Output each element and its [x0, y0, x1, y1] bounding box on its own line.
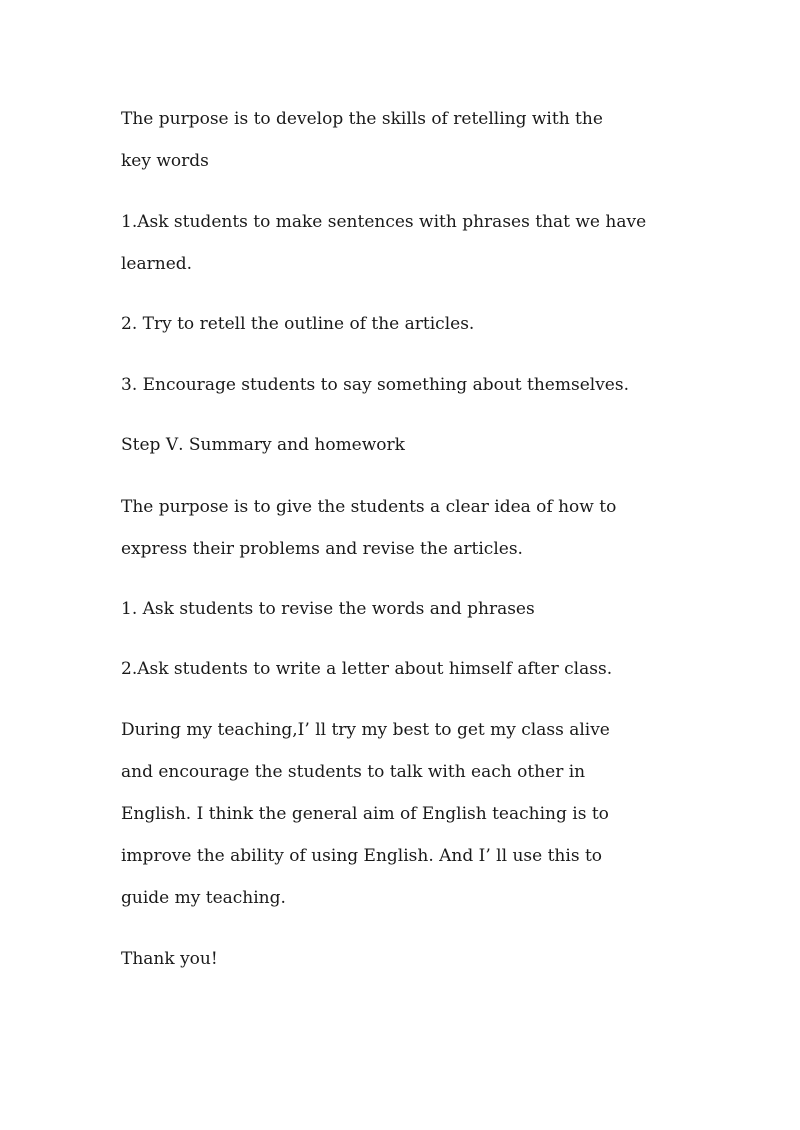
text-line: Step Ⅴ. Summary and homework — [121, 435, 405, 455]
closing-thanks — [121, 938, 701, 980]
text-line: The purpose is to develop the skills of retelling with the — [121, 109, 603, 129]
purpose-summary-paragraph — [121, 486, 701, 570]
text-line: During my teaching,I’ ll try my best to get my class alive — [121, 720, 610, 740]
text-line: The purpose is to give the students a clear idea of how to — [121, 497, 617, 517]
text-line: guide my teaching. — [121, 888, 286, 908]
text-line: 1. Ask students to revise the words and phrases — [121, 599, 535, 619]
list-item-make-sentences — [121, 201, 701, 285]
text-line: and encourage the students to talk with each other in — [121, 762, 586, 782]
text-line: key words — [121, 151, 209, 171]
list-item-write-letter — [121, 648, 701, 690]
text-line: 1.Ask students to make sentences with phrases that we have — [121, 212, 647, 232]
text-line: Thank you! — [121, 949, 218, 969]
text-line: English. I think the general aim of English teaching is to — [121, 804, 609, 824]
text-line: 3. Encourage students to say something about themselves. — [121, 375, 629, 395]
text-line: express their problems and revise the articles. — [121, 539, 523, 559]
list-item-revise-words — [121, 588, 701, 630]
list-item-encourage-students — [121, 364, 701, 406]
step-heading — [121, 424, 701, 466]
text-line: 2. Try to retell the outline of the articles. — [121, 314, 475, 334]
purpose-retelling-paragraph — [121, 98, 701, 182]
text-line: improve the ability of using English. And I’ ll use this to — [121, 846, 603, 866]
text-line: 2.Ask students to write a letter about himself after class. — [121, 659, 613, 679]
list-item-retell-outline — [121, 303, 701, 345]
teaching-aim-paragraph — [121, 709, 701, 919]
text-line: learned. — [121, 254, 193, 274]
